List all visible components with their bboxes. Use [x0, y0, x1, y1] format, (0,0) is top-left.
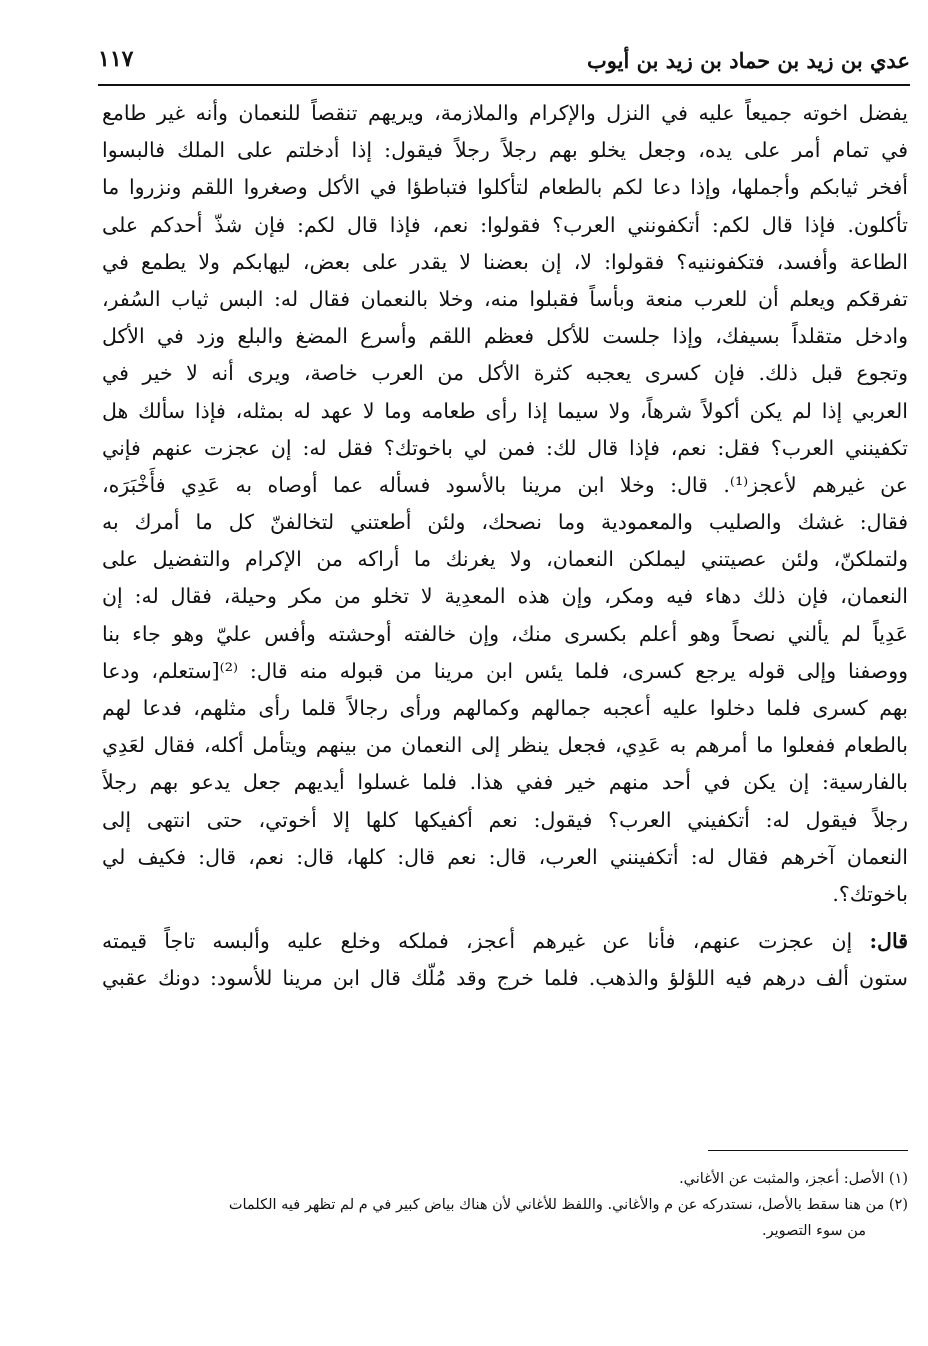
text-line: الطاعة وأفسد، فتكفوننيه؟ فقولوا: لا، إن بعضنا لا يقدر على بعض، ليهابكم ولا يطمع في [102, 249, 908, 274]
header-divider [98, 84, 910, 86]
text-line: وتجوع قبل ذلك. فإن كسرى يعجبه كثرة الأكل من العرب خاصة، ويرى أنه لا خير في [102, 361, 908, 386]
text-line: رجلاً فيقول له: أتكفيني العرب؟ فيقول: نعم أكفيكها كلها إلا أخوتي، حتى انتهى إلى [102, 807, 908, 832]
text-line: بهم كسرى فلما دخلوا عليه أعجبه جمالهم وكمالهم ورأى رجالاً قلما رأى مثلهم، فدعا لهم [102, 696, 908, 720]
speaker-label: قال: [869, 929, 908, 954]
page-number: ١١٧ [98, 46, 134, 72]
text-line: بالفارسية: إن يكن في أحد منهم خير ففي هذا. فلما غسلوا أيديهم جعل يدعو بهم رجلاً [102, 770, 908, 795]
text-line: ووصفنا وإلى قوله يرجع كسرى، فلما يئس ابن مرينا من قبوله منه قال: ⁽²⁾[ستعلم، ودعا [102, 658, 908, 683]
footnotes [102, 1166, 908, 1244]
text-line: العربي إذا لم يكن أكولاً شرهاً، ولا سيما إذا رأى طعامه وما لا عهد له بمثله، فإذا سألك هل [102, 398, 908, 423]
footnote-2-continuation: من سوء التصوير. [761, 1223, 866, 1239]
text-line: في تمام أمر على يده، وجعل يخلو بهم رجلاً رجلاً فيقول: إذا أدخلتم على الملك فالبسوا [102, 138, 908, 163]
footnote-2: (٢) من هنا سقط بالأصل، نستدركه عن م والأغاني. واللفظ للأغاني لأن هناك بياض كبير في م لم تظهر فيه الكلمات [228, 1197, 908, 1213]
running-title: عدي بن زيد بن حماد بن زيد بن أيوب [587, 48, 910, 73]
text-line: وادخل متقلداً بسيفك، وإذا جلست للأكل فعظم اللقم وأسرع المضغ والبلع وزد في الأكل [102, 324, 908, 349]
text-line: عن غيرهم لأعجز⁽¹⁾. قال: وخلا ابن مرينا بالأسود فسأله عما أوصاه به عَدِي فأَخْبَرَه، [102, 472, 908, 497]
text-line: بالطعام ففعلوا ما أمرهم به عَدِي، فجعل ينظر إلى النعمان من بينهم ويتأمل أكله، فقال لعَدِي [102, 733, 908, 758]
text-line: ولتملكنّ، ولئن عصيتني ليملكن النعمان، ولا يغرنك ما أراكه من الإكرام والتفضيل على [102, 547, 908, 572]
text-line: يفضل اخوته جميعاً عليه في النزل والإكرام والملازمة، ويريهم تنقصاً للنعمان وأنه غير طامع [102, 101, 908, 125]
footnote-divider [708, 1150, 908, 1151]
running-header [98, 38, 910, 82]
text-line: فقال: غشك والصليب والمعمودية وما نصحك، ولئن أطعتني لتخالفنّ كل ما أمرك به [102, 510, 908, 535]
line-text: إن عجزت عنهم، فأنا عن غيرهم أعجز، فملكه وخلع عليه وألبسه تاجاً قيمته [102, 929, 870, 954]
text-line: النعمان آخرهم فقال له: أتكفينني العرب، قال: نعم قال: كلها، قال: نعم، قال: فكيف لي [102, 844, 908, 869]
text-line: تكفينني العرب؟ فقل: نعم، فإذا قال لك: فمن لي باخوتك؟ فقل له: إن عجزت عنهم فإني [102, 435, 908, 460]
main-text [102, 95, 908, 998]
text-line: تفرقكم ويعلم أن للعرب منعة وبأساً فقبلوا منه، وخلا بالنعمان فقال له: البس ثياب السُفر، [102, 286, 908, 311]
text-line: تأكلون. فإذا قال لكم: أتكفونني العرب؟ فقولوا: نعم، فإذا قال لكم: فإن شذّ أحدكم على [102, 212, 908, 237]
text-line: عَدِياً لم يألني نصحاً وهو أعلم بكسرى منك، وإن خالفته أوحشته وأفس عليّ وهو جاء بنا [102, 621, 908, 646]
text-line [102, 923, 908, 960]
text-line: النعمان، فإن ذلك دهاء فيه ومكر، وإن هذه المعدِية لا تخلو من مكر وحيلة، فقال له: إن [102, 584, 908, 609]
footnote-1: (١) الأصل: أعجز، والمثبت عن الأغاني. [679, 1171, 908, 1187]
text-line: أفخر ثيابكم وأجملها، وإذا دعا لكم بالطعام لتأكلوا فتباطؤا في الأكل وصغروا اللقم ونزروا ما [102, 175, 908, 200]
text-line: ستون ألف درهم فيه اللؤلؤ والذهب. فلما خرج وقد مُلّك قال ابن مرينا للأسود: دونك عقبي [102, 966, 908, 991]
paragraph-gap [102, 913, 908, 923]
text-line: باخوتك؟. [832, 881, 908, 906]
